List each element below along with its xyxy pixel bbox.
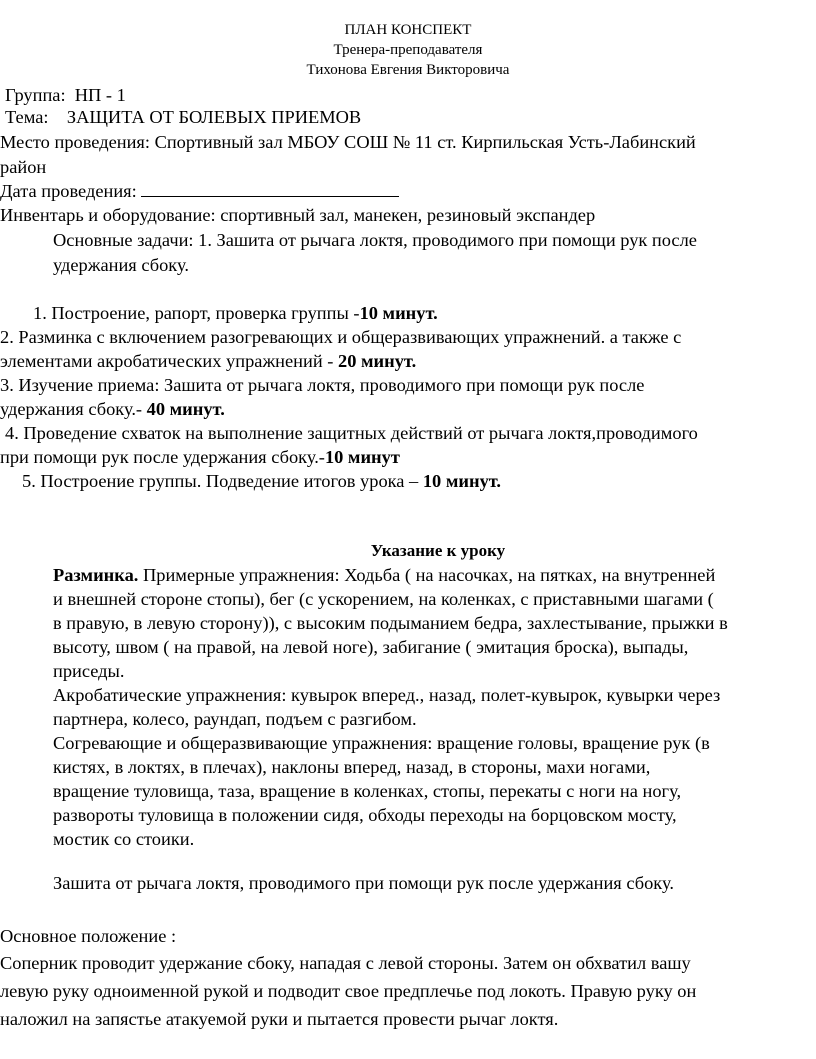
warming-line-4: развороты туловища в положении сидя, обходы переходы на борцовском мосту, [53,805,677,825]
plan-item-5 [22,470,501,492]
plan-item-4-line-2 [0,446,400,468]
plan-item-4-time: 10 минут [324,447,400,467]
position-label: Основное положение : [0,926,177,946]
tasks-line-2: удержания сбоку. [53,255,189,275]
topic-line: Тема: ЗАЩИТА ОТ БОЛЕВЫХ ПРИЕМОВ [5,107,362,127]
plan-item-2-time: 20 минут. [338,351,417,371]
plan-item-3-line-2 [0,398,225,420]
position-line-2: левую руку одноименной рукой и подводит свое предплечье под локоть. Правую руку он [0,981,697,1001]
place-line-2: район [0,157,47,177]
warmup-line-4: высоту, швом ( на правой, на левой ноге), забигание ( эмитация броска), выпады, [53,637,689,657]
position-line-1: Соперник проводит удержание сбоку, нападая с левой стороны. Затем он обхватил вашу [0,953,691,973]
date-label: Дата проведения: [0,181,142,201]
date-line [0,180,399,202]
warmup-line-1 [53,564,715,586]
plan-item-3-end: . [220,399,225,419]
warming-line-5: мостик со стоики. [53,829,195,849]
acrobatics-line-2: партнера, колесо, раундап, подъем с разгибом. [53,709,417,729]
warming-line-3: вращение туловища, таза, вращение в коленках, стопы, перекаты с ноги на ногу, [53,781,682,801]
plan-item-5-time: 10 минут. [422,471,502,491]
warming-line-1: Согревающие и общеразвивающие упражнения: вращение головы, вращение рук (в [53,733,710,753]
warmup-line-5: приседы. [53,661,125,681]
plan-item-3-text: удержания сбоку.- [0,399,147,419]
plan-item-5-text: 5. Построение группы. Подведение итогов урока – [22,471,423,491]
position-line-3: наложил на запястье атакуемой руки и пытается провести рычаг локтя. [0,1009,559,1029]
warmup-line-3: в правую, в левую сторону)), с высоким подыманием бедра, захлестывание, прыжки в [53,613,728,633]
plan-item-1 [33,302,438,324]
guidance-title: Указание к уроку [370,541,506,560]
plan-item-1-time: 10 минут. [359,303,438,323]
doc-author: Тихонова Евгения Викторовича [306,62,510,78]
place-line-1: Место проведения: Спортивный зал МБОУ СОШ № 11 ст. Кирпильская Усть-Лабинский [0,132,696,152]
acrobatics-line-1: Акробатические упражнения: кувырок вперед., назад, полет-кувырок, кувырки через [53,685,721,705]
technique-title: Зашита от рычага локтя, проводимого при помощи рук после удержания сбоку. [53,873,674,893]
plan-item-4-line-1: 4. Проведение схваток на выполнение защитных действий от рычага локтя,проводимого [5,423,698,443]
plan-item-3-time: 40 минут [146,399,221,419]
equipment-line: Инвентарь и оборудование: спортивный зал, манекен, резиновый экспандер [0,205,596,225]
plan-item-4-text: при помощи рук после удержания сбоку.- [0,447,325,467]
warming-line-2: кистях, в локтях, в плечах), наклоны вперед, назад, в стороны, махи ногами, [53,757,651,777]
plan-item-2-line-2 [0,350,416,372]
plan-item-1-text: 1. Построение, рапорт, проверка группы - [33,303,360,323]
warmup-line-2: и внешней стороне стопы), бег (с ускорением, на коленках, с приставными шагами ( [53,589,714,609]
warmup-line-1-text: Примерные упражнения: Ходьба ( на насочках, на пятках, на внутренней [138,565,716,585]
plan-item-3-line-1: 3. Изучение приема: Зашита от рычага локтя, проводимого при помощи рук после [0,375,645,395]
doc-title: ПЛАН КОНСПЕКТ [344,22,472,38]
warmup-label: Разминка. [53,565,139,585]
doc-subtitle: Тренера-преподавателя [333,42,483,58]
plan-item-2-text: элементами акробатических упражнений - [0,351,339,371]
plan-item-2-line-1: 2. Разминка с включением разогревающих и общеразвивающих упражнений. а также с [0,327,682,347]
tasks-line-1: Основные задачи: 1. Зашита от рычага локтя, проводимого при помощи рук после [53,230,697,250]
date-blank [141,181,399,197]
group-line: Группа: НП - 1 [5,85,126,105]
